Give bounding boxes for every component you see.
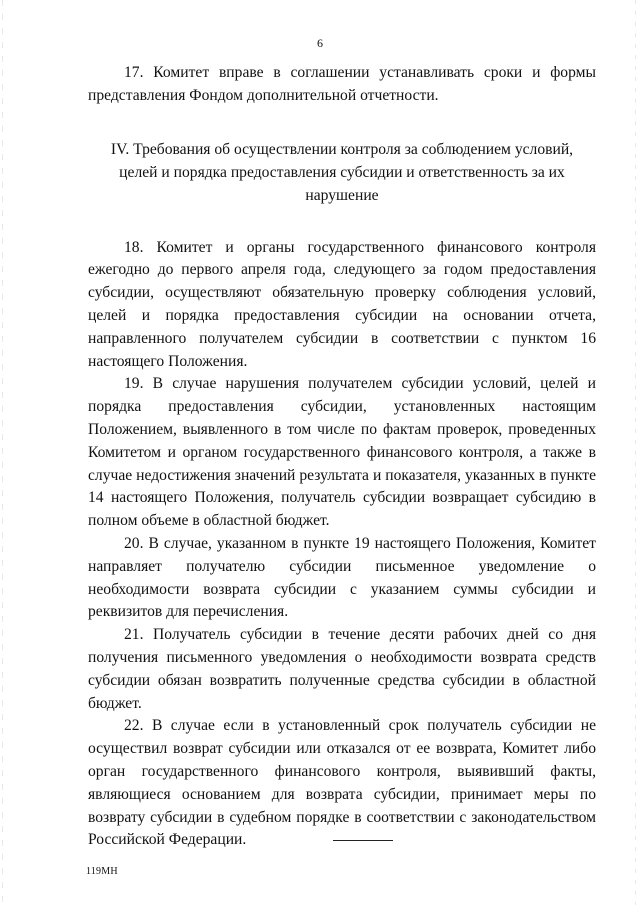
closing-rule <box>333 840 393 841</box>
section-title-line-1: IV. Требования об осуществлении контроля за соблюдением условий, <box>110 140 574 158</box>
footer-code: 119МН <box>86 866 118 877</box>
scan-edge-right <box>635 0 636 905</box>
page-number: 6 <box>317 36 323 50</box>
paragraph-20: 20. В случае, указанном в пункте 19 настоящего Положения, Комитет направляет получателю субсидии письменное уведомление о необходимости возврата субсидии с указанием суммы субсидии и реквизитов для перечисления. <box>88 534 596 621</box>
section-title-line-2: целей и порядка предоставления субсидии и ответственность за их <box>119 163 565 181</box>
section-title <box>88 138 596 207</box>
paragraph-18: 18. Комитет и органы государственного финансового контроля ежегодно до первого апреля года, следующего за годом предоставления субсидии, осуществляют обязательную проверку соблюдения условий, целей и порядка предоставления субсидии на основании отчета, направленного получателем субсидии в соответствии с пунктом 16 настоящего Положения. <box>88 238 596 370</box>
scan-edge-left <box>2 0 3 905</box>
paragraph-21: 21. Получатель субсидии в течение десяти рабочих дней со дня получения письменного уведомления о необходимости возврата средств субсидии обязан возвратить полученные средства субсидии в областной бюджет. <box>88 626 596 712</box>
paragraph-19: 19. В случае нарушения получателем субсидии условий, целей и порядка предоставления субсидии, установленных настоящим Положением, выявленного в том числе по фактам проверок, проведенных Комитетом и органом государственного финансового контроля, а также в случае недостижения значений результата и показателя, указанных в пункте 14 настоящего Положения, получатель субсидии возвращает субсидию в полном объеме в областной бюджет. <box>88 375 596 530</box>
paragraph-17: 17. Комитет вправе в соглашении устанавливать сроки и формы представления Фондом дополнительной отчетности. <box>88 64 596 104</box>
document-body <box>88 62 596 852</box>
section-title-line-3: нарушение <box>305 186 379 204</box>
paragraph-22: 22. В случае если в установленный срок получатель субсидии не осуществил возврат субсидии или отказался от ее возврата, Комитет либо орган государственного финансового контроля, выявивший факты, являющиеся основанием для возврата субсидии, принимает меры по возврату субсидии в судебном порядке в соответствии с законодательством Российской Федерации. <box>88 717 596 849</box>
